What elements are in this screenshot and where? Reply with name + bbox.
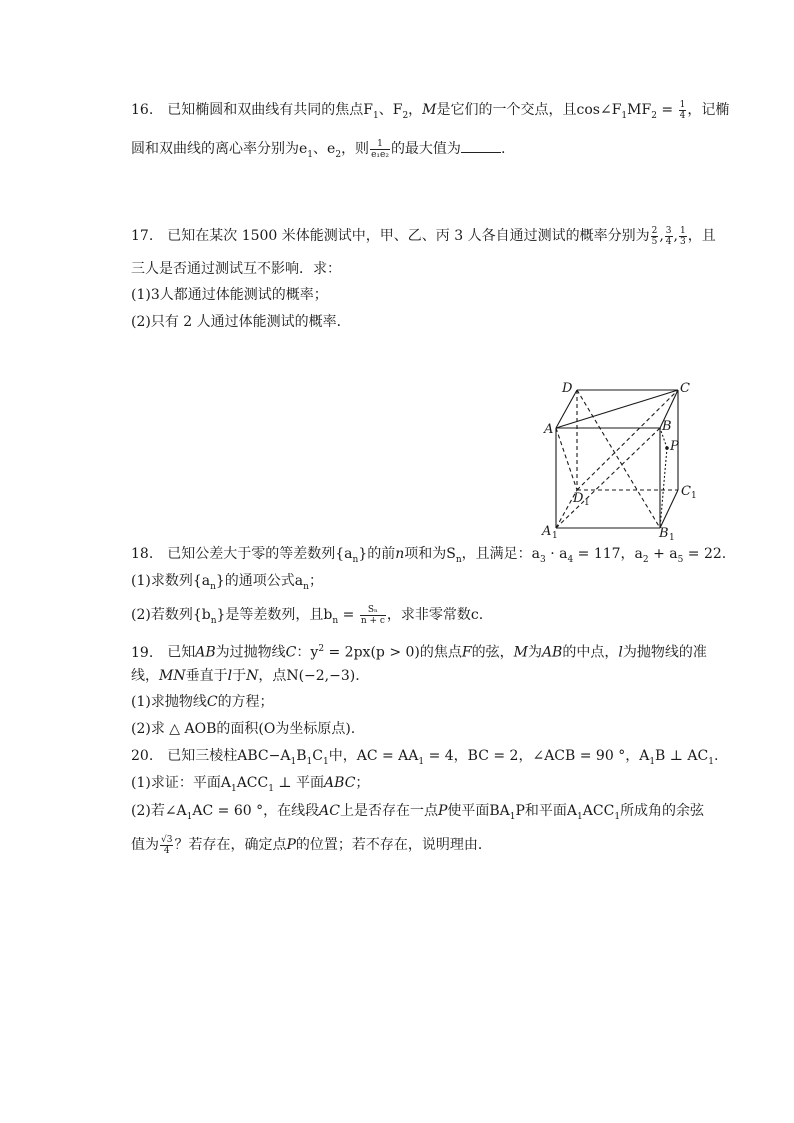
label-P: P	[670, 439, 679, 454]
label-D1: D	[573, 491, 584, 506]
q19-line-1: 19. 已知AB为过抛物线C：$y^2 = 2px(p > 0)$的焦点F的弦，M为AB的中点，l为抛物线的准	[131, 644, 707, 661]
q19-part-1: (1)求抛物线C的方程；	[131, 694, 274, 710]
svg-text:1: 1	[669, 533, 675, 543]
svg-text:1: 1	[584, 498, 590, 508]
label-A: A	[544, 422, 554, 437]
q17-line-1: 17. 已知在某次 1500 米体能测试中，甲、乙、丙 3 人各自通过测试的概率分别为 $\frac{2}{5}$ , $\frac{3}{4}$ , $\frac{1}{3}$ ，且	[131, 225, 716, 247]
svg-text:1: 1	[691, 491, 697, 501]
q19-part-2: (2)求 △ AOB的面积(O为坐标原点).	[131, 721, 356, 737]
fraction: $\frac{1}{\text{e₁e₂}}$	[371, 138, 389, 160]
q18-part-1: (1)求数列$\{a_n\}$的通项公式$a_n$；	[131, 573, 323, 592]
question-number: 17.	[131, 228, 154, 244]
q18-line-1: 18. 已知公差大于零的等差数列$\{a_n\}$的前n项和为$S_n$，且满足：$a_3 \cdot a_4 = 117$，$a_2 + a_5 = 22$.	[131, 546, 727, 565]
svg-text:1: 1	[552, 531, 558, 541]
question-number: 19.	[131, 644, 154, 661]
q20-part-1: (1)求证：平面$A_1ACC_1$ ⊥ 平面ABC；	[131, 775, 370, 794]
fraction: $\frac{1}{4}$	[679, 99, 686, 121]
q18-part-2: (2)若数列$\{b_n\}$是等差数列，且$b_n$ = $\frac{\text{Sₙ}}{n + c}$ ，求非零常数c.	[131, 604, 484, 626]
fraction: $\frac{√3}{4}$	[161, 834, 173, 856]
cube-figure	[540, 378, 710, 543]
q16-line-1: 16. 已知椭圆和双曲线有共同的焦点$F_1$、$F_2$，M是它们的一个交点，且$\cos\angle F_1MF_2$ = $\frac{1}{4}$ ，记椭	[131, 99, 730, 121]
question-number: 16.	[131, 102, 154, 118]
answer-blank[interactable]	[461, 138, 501, 153]
q20-part-2: (2)若$\angle A_1AC = 60$ °，在线段AC上是否存在一点P使平面$BA_1P$和平面$A_1ACC_1$所成角的余弦	[131, 803, 705, 822]
fraction: $\frac{2}{5}$	[651, 225, 658, 247]
label-A1: A	[542, 524, 552, 539]
label-B: B	[662, 419, 672, 434]
label-B1: B	[659, 526, 669, 541]
label-C: C	[680, 381, 690, 396]
q20-part-2-cont: 值为 $\frac{√3}{4}$ ？若存在，确定点P的位置；若不存在，说明理由．	[131, 834, 492, 856]
fraction: $\frac{1}{3}$	[679, 225, 686, 247]
fraction: $\frac{3}{4}$	[665, 225, 672, 247]
label-C1: C	[681, 484, 691, 499]
label-D: D	[562, 381, 573, 396]
q17-part-2: (2)只有 2 人通过体能测试的概率．	[131, 314, 351, 330]
question-number: 18.	[131, 546, 154, 562]
q20-line-1: 20. 已知三棱柱$ABC-A_1B_1C_1$中，AC = $AA_1 = 4$，BC = 2，∠ACB = 90 °，$A_1B$ ⊥ $AC_1$.	[131, 748, 719, 767]
fraction: $\frac{\text{Sₙ}}{n + c}$	[360, 604, 385, 626]
question-number: 20.	[131, 748, 154, 764]
q19-line-2: 线，MN垂直于l于N，点N(−2,−3).	[131, 668, 360, 684]
q17-line-2: 三人是否通过测试互不影响．求：	[131, 261, 341, 277]
q17-part-1: (1)3人都通过体能测试的概率；	[131, 287, 328, 303]
q16-line-2: 圆和双曲线的离心率分别为$e_1$、$e_2$，则 $\frac{1}{\text{e₁e₂}}$ 的最大值为 .	[131, 138, 506, 160]
